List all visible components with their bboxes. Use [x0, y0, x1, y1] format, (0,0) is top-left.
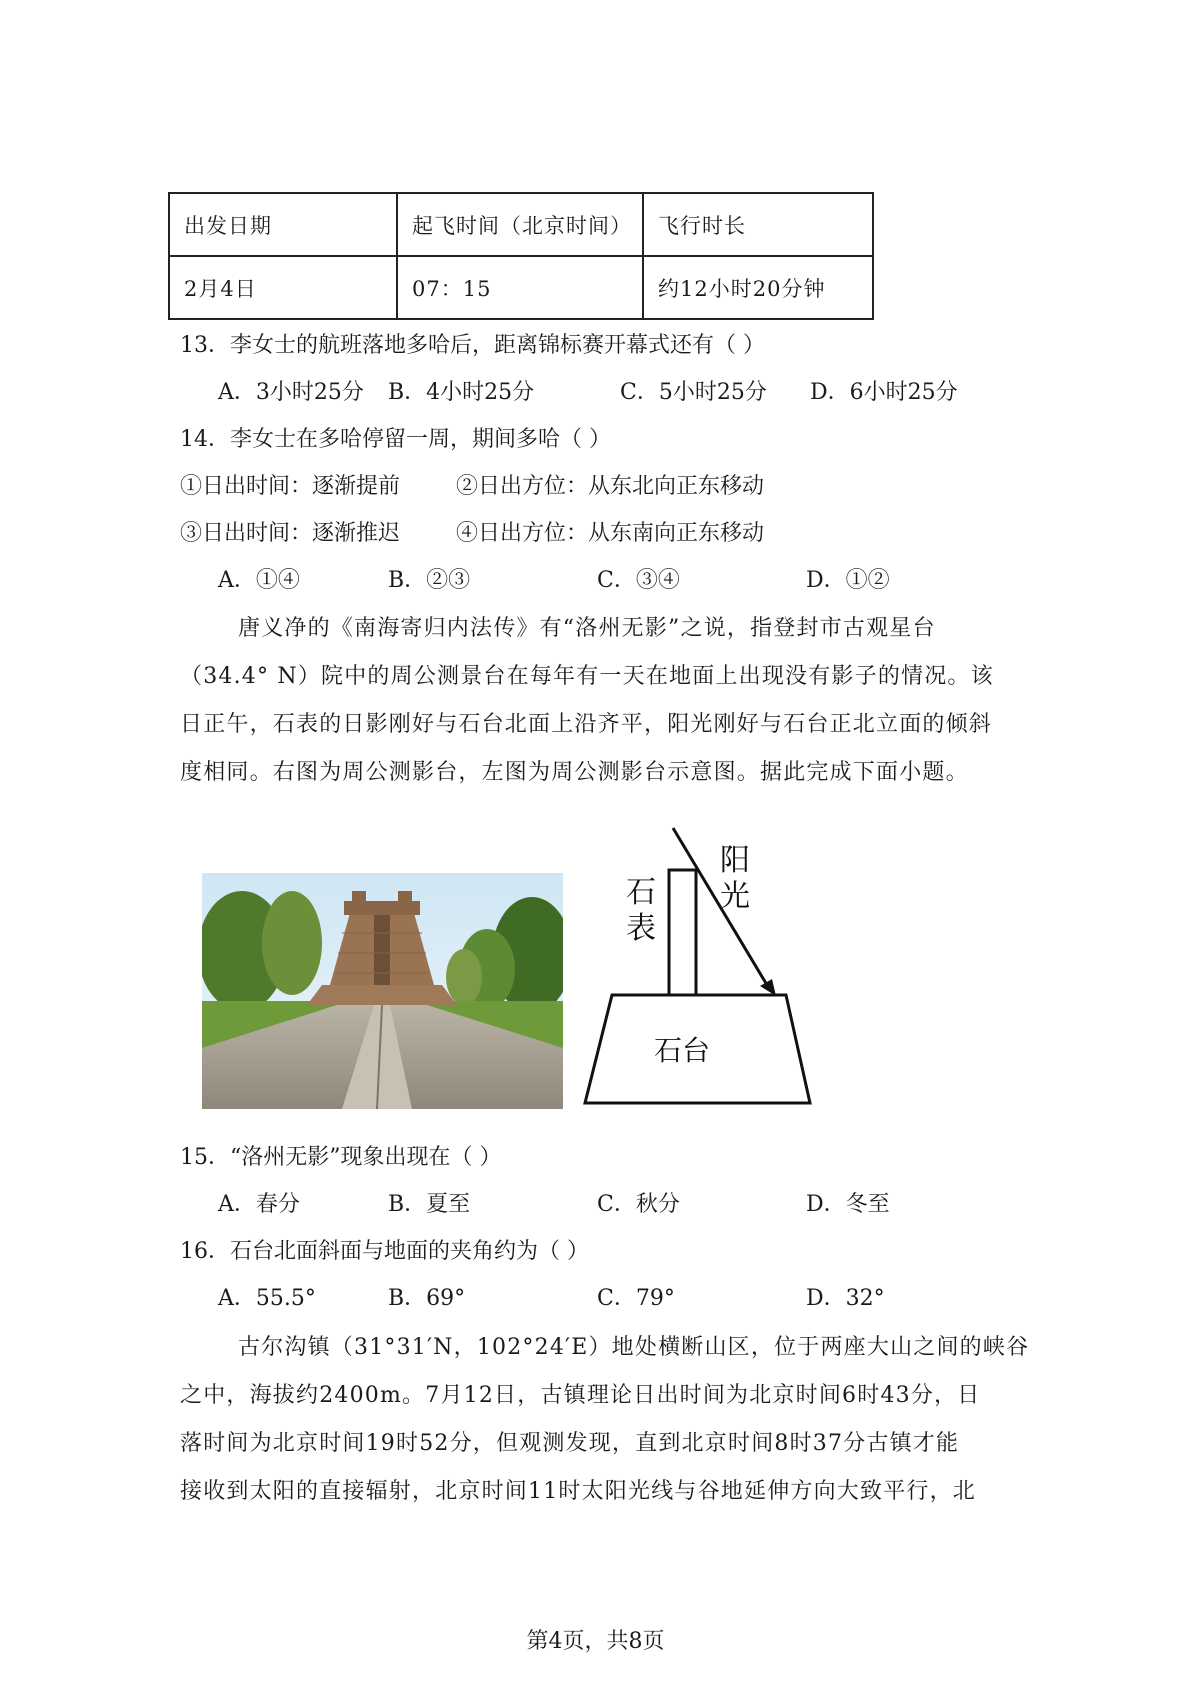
q16-option-d: D．32°: [806, 1286, 885, 1311]
flight-table: [168, 192, 874, 320]
q14-item-3: ③日出时间：逐渐推迟: [180, 521, 401, 546]
table-row: [169, 256, 873, 319]
q14-stem: 14．李女士在多哈停留一周，期间多哈（ ）: [180, 427, 611, 452]
page-number: 第4页，共8页: [526, 1629, 665, 1654]
q14-item-2: ②日出方位：从东北向正东移动: [456, 474, 765, 499]
q15-stem: 15．“洛州无影”现象出现在（ ）: [180, 1145, 502, 1170]
q14-option-d: D．①②: [806, 568, 890, 593]
passage1-line: 度相同。右图为周公测影台，左图为周公测影台示意图。据此完成下面小题。: [180, 760, 969, 785]
q14-item-4: ④日出方位：从东南向正东移动: [456, 521, 765, 546]
q13-option-b: B．4小时25分: [388, 380, 535, 405]
table-header-row: [169, 193, 873, 256]
q13-option-c: C．5小时25分: [620, 380, 767, 405]
q16-option-a: A．55.5°: [218, 1286, 316, 1311]
observatory-photo: [202, 873, 563, 1109]
table-header-cell: 出发日期: [169, 193, 397, 256]
label-sunlight-1: 阳: [720, 844, 750, 877]
arrow-head-icon: [760, 979, 776, 996]
passage2-line: 落时间为北京时间19时52分，但观测发现，直到北京时间8时37分古镇才能: [180, 1431, 960, 1456]
q13-option-d: D．6小时25分: [810, 380, 958, 405]
q16-stem: 16．石台北面斜面与地面的夹角约为（ ）: [180, 1239, 589, 1264]
label-shitai: 石台: [654, 1035, 711, 1066]
table-cell: 07：15: [397, 256, 643, 319]
q14-option-a: A．①④: [218, 568, 300, 593]
label-sunlight-2: 光: [720, 880, 750, 913]
q14-option-b: B．②③: [388, 568, 471, 593]
shadow-diagram: [580, 820, 820, 1110]
passage1-line: 日正午，石表的日影刚好与石台北面上沿齐平，阳光刚好与石台正北立面的倾斜: [180, 712, 993, 737]
observatory-photo-image: [202, 873, 563, 1109]
q15-option-c: C．秋分: [597, 1192, 680, 1217]
label-shibiao-2: 表: [626, 912, 656, 945]
passage2-line: 接收到太阳的直接辐射，北京时间11时太阳光线与谷地延伸方向大致平行，北: [180, 1479, 976, 1504]
table-header-cell: 起飞时间（北京时间）: [397, 193, 643, 256]
q14-item-1: ①日出时间：逐渐提前: [180, 474, 401, 499]
q15-option-b: B．夏至: [388, 1192, 471, 1217]
passage1-line: （34.4° N）院中的周公测景台在每年有一天在地面上出现没有影子的情况。该: [180, 664, 994, 689]
passage2-line: 之中，海拔约2400m。7月12日，古镇理论日出时间为北京时间6时43分，日: [180, 1383, 981, 1408]
q16-option-c: C．79°: [597, 1286, 675, 1311]
table-cell: 2月4日: [169, 256, 397, 319]
q16-option-b: B．69°: [388, 1286, 466, 1311]
q14-option-c: C．③④: [597, 568, 680, 593]
label-shibiao-1: 石: [626, 876, 656, 909]
passage2-line: 古尔沟镇（31°31′N，102°24′E）地处横断山区，位于两座大山之间的峡谷: [238, 1335, 1030, 1360]
q15-option-d: D．冬至: [806, 1192, 890, 1217]
q15-option-a: A．春分: [218, 1192, 300, 1217]
passage1-line: 唐义净的《南海寄归内法传》有“洛州无影”之说，指登封市古观星台: [238, 616, 936, 641]
stone-pillar-shape: [669, 870, 696, 995]
table-cell: 约12小时20分钟: [643, 256, 873, 319]
table-header-cell: 飞行时长: [643, 193, 873, 256]
q13-stem: 13．李女士的航班落地多哈后，距离锦标赛开幕式还有（ ）: [180, 333, 765, 358]
q13-option-a: A．3小时25分: [218, 380, 364, 405]
